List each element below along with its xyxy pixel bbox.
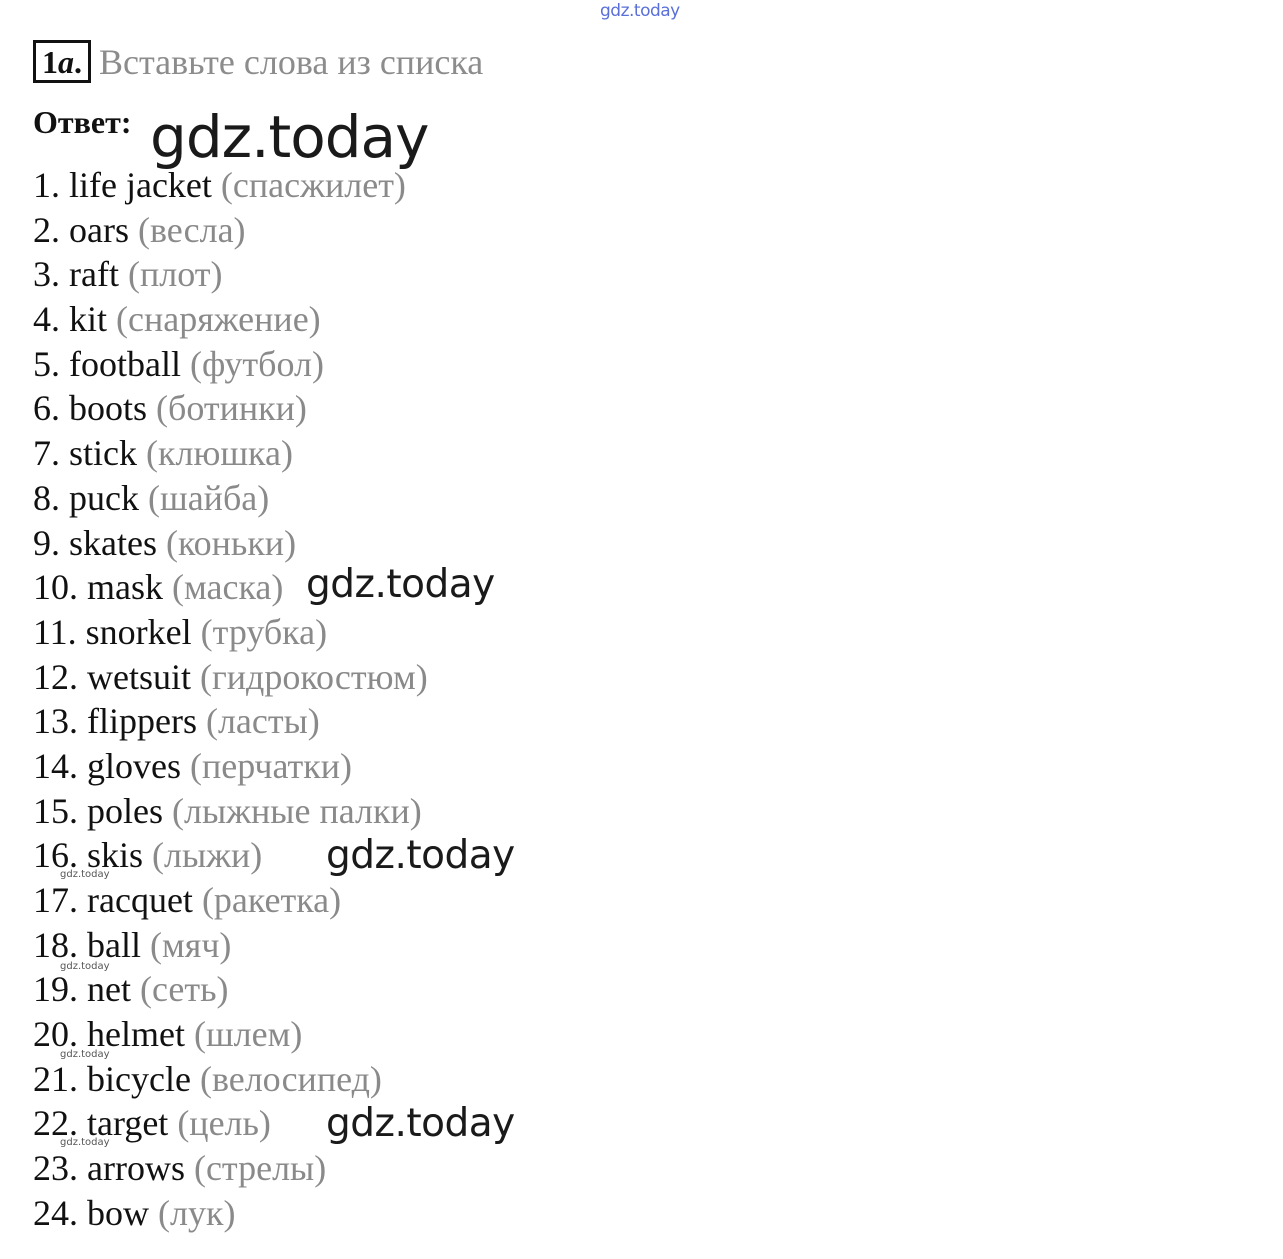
item-number: 18. [33, 924, 78, 965]
item-word: wetsuit [87, 656, 191, 697]
item-number: 17. [33, 880, 78, 920]
item-number: 4. [33, 299, 60, 340]
item-word: arrows [87, 1148, 185, 1189]
item-translation: (шайба) [147, 477, 270, 518]
item-number: 6. [33, 388, 60, 429]
item-number: 5. [33, 343, 60, 384]
item-word: oars [69, 209, 129, 250]
list-item [33, 967, 428, 1012]
item-word: helmet [87, 1014, 185, 1055]
list-item [33, 386, 428, 431]
item-word: skis [87, 835, 144, 876]
item-word: bicycle [87, 1058, 191, 1099]
task-number-box [33, 40, 91, 83]
item-translation: (лыжи) [152, 835, 263, 876]
list-item [33, 1191, 428, 1236]
task-letter: a [58, 44, 74, 80]
item-translation: (плот) [127, 254, 223, 295]
watermark-small: gdz.today [60, 869, 110, 880]
watermark-huge: gdz.today [150, 103, 429, 171]
list-item [33, 744, 428, 789]
watermark-big: gdz.today [326, 1101, 515, 1146]
item-translation: (трубка) [200, 611, 328, 652]
item-number: 24. [33, 1192, 78, 1233]
item-translation: (сеть) [139, 969, 229, 1010]
item-word: boots [69, 388, 148, 429]
item-word: flippers [87, 701, 197, 742]
item-number: 11. [33, 611, 77, 652]
item-word: racquet [87, 880, 193, 920]
item-word: snorkel [85, 611, 192, 652]
watermark-small: gdz.today [60, 1049, 110, 1060]
item-number: 20. [33, 1014, 78, 1055]
item-word: football [69, 343, 181, 384]
list-item [33, 655, 428, 700]
item-word: gloves [87, 745, 181, 786]
item-word: bow [87, 1192, 149, 1233]
item-word: life jacket [69, 165, 212, 205]
item-translation: (велосипед) [199, 1058, 382, 1099]
list-item [33, 699, 428, 744]
task-title: Вставьте слова из списка [99, 41, 484, 82]
item-translation: (лук) [158, 1192, 236, 1233]
watermark-big: gdz.today [326, 833, 515, 878]
item-number: 12. [33, 656, 78, 697]
item-translation: (ракетка) [201, 880, 342, 920]
item-number: 21. [33, 1058, 78, 1099]
item-translation: (лыжные палки) [172, 790, 422, 831]
item-word: puck [69, 477, 139, 518]
list-item [33, 476, 428, 521]
item-word: stick [69, 433, 137, 474]
item-number: 13. [33, 701, 78, 742]
item-translation: (футбол) [189, 343, 324, 384]
item-number: 22. [33, 1103, 78, 1144]
item-word: net [87, 969, 131, 1010]
task-dot: . [74, 44, 82, 80]
item-translation: (перчатки) [190, 745, 352, 786]
list-item [33, 208, 428, 253]
list-item [33, 163, 428, 208]
list-item [33, 252, 428, 297]
list-item [33, 1057, 428, 1102]
item-translation: (весла) [137, 209, 246, 250]
item-translation: (спасжилет) [220, 165, 406, 205]
list-item [33, 878, 428, 923]
item-number: 10. [33, 567, 78, 608]
item-word: ball [87, 924, 141, 965]
list-item [33, 1146, 428, 1191]
list-item [33, 342, 428, 387]
item-word: kit [69, 299, 108, 340]
answer-label: Ответ: [33, 104, 132, 140]
item-word: raft [69, 254, 119, 295]
list-item [33, 789, 428, 834]
item-number: 9. [33, 522, 60, 563]
task-header [33, 40, 483, 83]
item-translation: (стрелы) [193, 1148, 327, 1189]
item-translation: (ласты) [205, 701, 320, 742]
list-item [33, 610, 428, 655]
item-translation: (снаряжение) [116, 299, 321, 340]
item-translation: (коньки) [165, 522, 297, 563]
item-number: 14. [33, 745, 78, 786]
watermark-small: gdz.today [60, 1137, 110, 1148]
item-word: mask [87, 567, 163, 608]
item-translation: (шлем) [193, 1014, 303, 1055]
watermark-top: gdz.today [600, 1, 680, 21]
watermark-big: gdz.today [306, 562, 495, 607]
item-number: 1. [33, 165, 60, 205]
item-word: target [87, 1103, 169, 1144]
list-item [33, 521, 428, 566]
list-item [33, 297, 428, 342]
item-translation: (мяч) [149, 924, 232, 965]
item-number: 23. [33, 1148, 78, 1189]
task-number: 1 [42, 44, 58, 80]
answer-list [33, 163, 428, 1236]
item-number: 7. [33, 433, 60, 474]
item-translation: (ботинки) [156, 388, 307, 429]
item-number: 19. [33, 969, 78, 1010]
item-translation: (клюшка) [146, 433, 293, 474]
item-translation: (гидрокостюм) [200, 656, 428, 697]
watermark-small: gdz.today [60, 961, 110, 972]
item-word: skates [69, 522, 157, 563]
item-word: poles [87, 790, 163, 831]
item-translation: (цель) [177, 1103, 271, 1144]
item-number: 3. [33, 254, 60, 295]
list-item [33, 431, 428, 476]
item-number: 15. [33, 790, 78, 831]
item-number: 16. [33, 835, 78, 876]
item-translation: (маска) [172, 567, 284, 608]
item-number: 8. [33, 477, 60, 518]
item-number: 2. [33, 209, 60, 250]
